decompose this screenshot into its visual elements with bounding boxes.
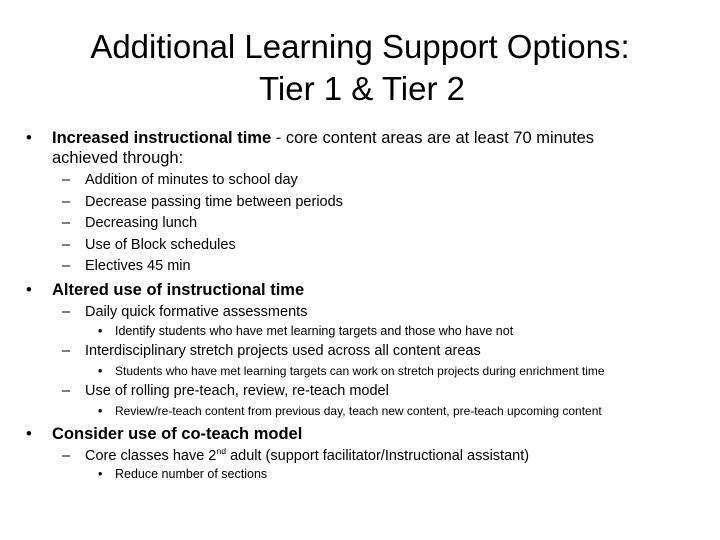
section-heading-co-teach: Consider use of co-teach model [52,425,303,443]
dash-marker: – [62,194,71,210]
dash-marker: – [62,215,71,231]
list-item: Decreasing lunch [85,215,198,231]
dash-marker: – [62,237,71,253]
item-superscript: nd [216,446,227,457]
item-text-before: Core classes have 2 [85,448,217,464]
dash-marker: – [62,448,71,464]
title-line-2: Tier 1 & Tier 2 [258,70,465,107]
list-item: Addition of minutes to school day [85,172,298,188]
heading-suffix: - core content areas are at least 70 minutes [271,129,594,147]
sub-list-item: Identify students who have met learning targets and those who have not [115,324,514,338]
dash-marker: – [62,304,71,320]
slide-title [0,26,720,110]
dash-marker: – [62,172,71,188]
sub-bullet-marker: • [98,404,103,418]
list-item: Electives 45 min [85,258,191,274]
bullet-marker: • [26,425,32,443]
list-item: Use of Block schedules [85,237,236,253]
sub-list-item: Students who have met learning targets can work on stretch projects during enrichment time [115,364,605,378]
list-item: Interdisciplinary stretch projects used across all content areas [85,343,481,359]
list-item: Decrease passing time between periods [85,194,343,210]
section-heading-increased-time [52,128,594,148]
list-item [85,447,529,465]
item-text-after: adult (support facilitator/Instructional assistant) [226,448,530,464]
bullet-marker: • [26,129,32,147]
sub-bullet-marker: • [98,324,103,338]
heading-continuation: achieved through: [52,149,184,167]
sub-list-item: Reduce number of sections [115,467,268,481]
sub-list-item: Review/re-teach content from previous day, teach new content, pre-teach upcoming content [115,404,602,418]
dash-marker: – [62,343,71,359]
dash-marker: – [62,258,71,274]
list-item: Use of rolling pre-teach, review, re-teach model [85,383,389,399]
title-line-1: Additional Learning Support Options: [90,28,630,65]
section-heading-altered-use: Altered use of instructional time [52,281,305,299]
bullet-marker: • [26,281,32,299]
sub-bullet-marker: • [98,467,103,481]
list-item: Daily quick formative assessments [85,304,308,320]
heading-text: Increased instructional time [52,129,272,147]
sub-bullet-marker: • [98,364,103,378]
dash-marker: – [62,383,71,399]
